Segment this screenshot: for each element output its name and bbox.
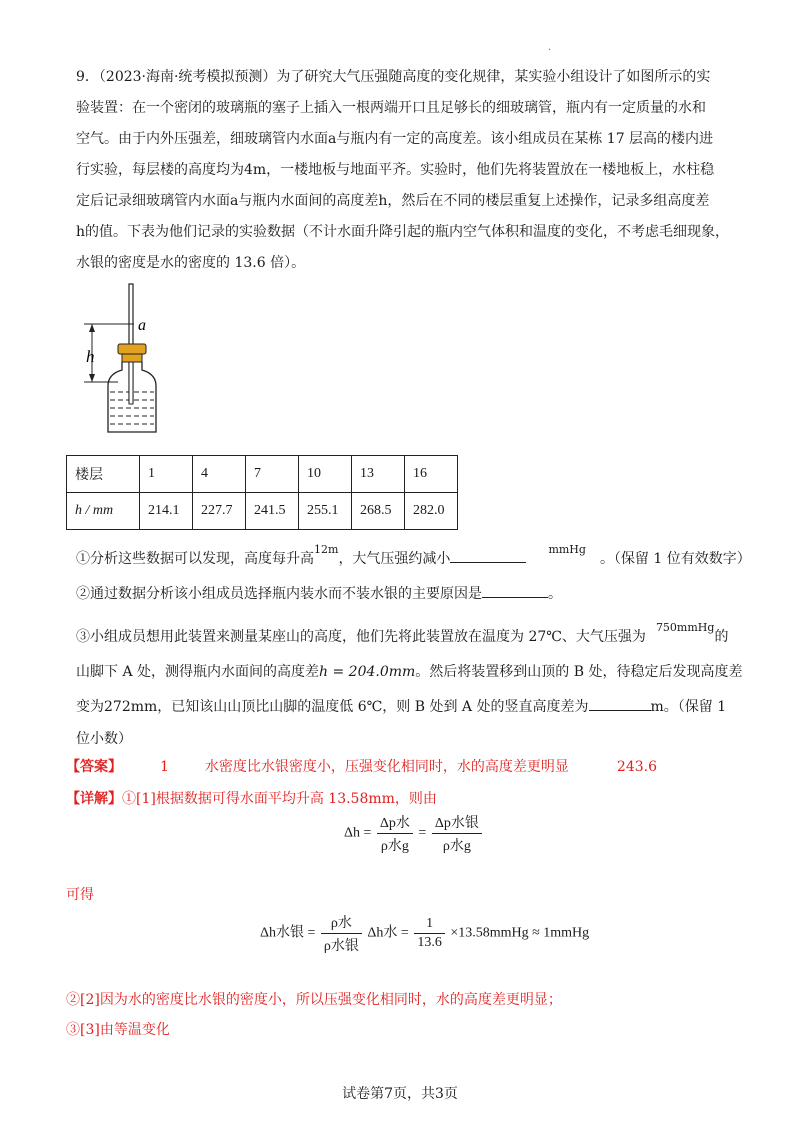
- detail-line-3: ③[3]由等温变化: [66, 1022, 170, 1038]
- formula-eq: =: [418, 825, 427, 841]
- tube-in-bottle: [129, 362, 133, 404]
- table-cell: 16: [405, 456, 458, 493]
- sub3-text: 。然后将装置移到山顶的 B 处，待稳定后发现高度差: [415, 664, 743, 680]
- label-h: h: [86, 347, 95, 366]
- sub1-rise: 12m: [314, 543, 339, 556]
- sub3-pressure: 750mmHg: [655, 621, 715, 634]
- sub1-unit: mmHg: [548, 543, 586, 556]
- table-cell: 268.5: [352, 493, 405, 530]
- question-line: 空气。由于内外压强差，细玻璃管内水面a与瓶内有一定的高度差。该小组成员在某栋 17 层高的楼内进: [76, 131, 714, 147]
- table-row: [67, 493, 458, 530]
- sub2-text: ②通过数据分析该小组成员选择瓶内装水而不装水银的主要原因是: [76, 586, 482, 602]
- fraction-denominator: ρ水g: [442, 839, 471, 854]
- answer-blank[interactable]: [589, 710, 651, 711]
- sub3-text: 山脚下 A 处，测得瓶内水面间的高度差: [76, 664, 320, 680]
- fraction: [321, 912, 362, 955]
- formula-2: [260, 912, 589, 955]
- fraction-numerator: Δp水: [377, 812, 413, 834]
- table-cell: 4: [193, 456, 246, 493]
- sub-question-3-line4: [76, 728, 132, 748]
- sub2-text-post: 。: [548, 586, 562, 602]
- fraction-numerator: 1: [414, 916, 445, 934]
- label-a: a: [138, 317, 146, 334]
- sub-question-1: [76, 543, 751, 568]
- sub-question-3-line2: [76, 661, 742, 681]
- detail-text: ①[1]根据数据可得水面平均升高 13.58mm，则由: [122, 791, 437, 807]
- fraction-denominator: ρ水银: [323, 939, 359, 954]
- detail-label: 【详解】: [66, 791, 122, 807]
- sub3-text: ，已知该山山顶比山脚的温度低 6℃，则 B 处到 A 处的竖直高度差为: [157, 699, 589, 715]
- sub3-text-post: 的: [714, 629, 729, 645]
- fraction-denominator: 13.6: [417, 935, 442, 950]
- answer-1: 1: [160, 759, 169, 775]
- sub3-h1: 272mm: [104, 699, 158, 715]
- table-cell: 13: [352, 456, 405, 493]
- detail-row: [66, 788, 437, 808]
- sub1-text: ①分析这些数据可以发现，高度每升高: [76, 551, 314, 567]
- page-footer: 试卷第7页，共3页: [342, 1086, 458, 1102]
- sub3-text: 变为: [76, 699, 104, 715]
- h-arrow-head-up: [89, 324, 95, 332]
- detail-line-2: ②[2]因为水的密度比水银的密度小，所以压强变化相同时，水的高度差更明显；: [66, 992, 562, 1008]
- table-row: [67, 456, 458, 493]
- page-mark: .: [548, 42, 552, 53]
- answer-2: 水密度比水银密度小，压强变化相同时，水的高度差更明显: [204, 759, 569, 775]
- table-cell: 214.1: [140, 493, 193, 530]
- sub-question-3-line1: [76, 621, 729, 646]
- fraction: [377, 812, 413, 855]
- table-cell: 282.0: [405, 493, 458, 530]
- sub3-text: ③小组成员想用此装置来测量某座山的高度，他们先将此装置放在温度为 27℃、大气压强为: [76, 629, 646, 645]
- question-line: 验装置：在一个密闭的玻璃瓶的塞子上插入一根两端开口且足够长的细玻璃管，瓶内有一定质量的水和: [76, 100, 706, 116]
- fraction-numerator: Δp水银: [432, 812, 482, 834]
- question-line: h的值。下表为他们记录的实验数据（不计水面升降引起的瓶内空气体积和温度的变化，不考虑毛细现象，: [76, 224, 730, 240]
- answer-label: 【答案】: [66, 759, 122, 775]
- table-cell: 1: [140, 456, 193, 493]
- h-arrow-head-down: [89, 374, 95, 382]
- question-line: 行实验，每层楼的高度均为4m，一楼地板与地面平齐。实验时，他们先将装置放在一楼地板上，水柱稳: [76, 162, 715, 178]
- detail-kede: 可得: [66, 887, 94, 903]
- formula-lhs: Δh水银 =: [260, 925, 316, 941]
- answer-blank[interactable]: [450, 562, 526, 563]
- table-cell: 7: [246, 456, 299, 493]
- answer-row: [66, 756, 657, 776]
- fraction: [432, 812, 482, 855]
- fraction: [414, 916, 445, 951]
- apparatus-figure: [74, 282, 184, 442]
- answer-blank[interactable]: [482, 597, 548, 598]
- sub1-text-post: 。（保留 1 位有效数字）: [599, 551, 751, 567]
- answer-3: 243.6: [616, 759, 658, 775]
- formula-rhs: ×13.58mmHg ≈ 1mmHg: [450, 925, 590, 941]
- table-cell: 255.1: [299, 493, 352, 530]
- formula-mid: Δh水 =: [367, 925, 409, 941]
- data-table: [66, 455, 458, 530]
- table-cell: 10: [299, 456, 352, 493]
- formula-1: [344, 812, 484, 855]
- stopper: [118, 344, 146, 354]
- table-cell: 227.7: [193, 493, 246, 530]
- stopper-neck: [122, 354, 142, 362]
- sub3-h0: h = 204.0mm: [319, 664, 416, 680]
- question-line: 定后记录细玻璃管内水面a与瓶内水面间的高度差h，然后在不同的楼层重复上述操作，记录多组高度差: [76, 193, 710, 209]
- question-line: 水银的密度是水的密度的 13.6 倍）。: [76, 255, 306, 271]
- table-cell: 241.5: [246, 493, 299, 530]
- sub-question-3-line3: [76, 696, 726, 716]
- table-header-cell: 楼层: [67, 456, 140, 493]
- sub1-text-mid: ，大气压强约减小: [338, 551, 451, 567]
- formula-lhs: Δh =: [344, 825, 372, 841]
- question-line: 9．（2023·海南·统考模拟预测）为了研究大气压强随高度的变化规律，某实验小组设计了如图所示的实: [76, 69, 711, 85]
- sub3-text: 位小数）: [76, 731, 132, 747]
- sub-question-2: [76, 583, 562, 603]
- table-header-cell: h / mm: [67, 493, 140, 530]
- question-stem: [76, 62, 736, 279]
- sub3-text: m。（保留 1: [650, 699, 727, 715]
- fraction-numerator: ρ水: [321, 912, 362, 934]
- fraction-denominator: ρ水g: [380, 839, 409, 854]
